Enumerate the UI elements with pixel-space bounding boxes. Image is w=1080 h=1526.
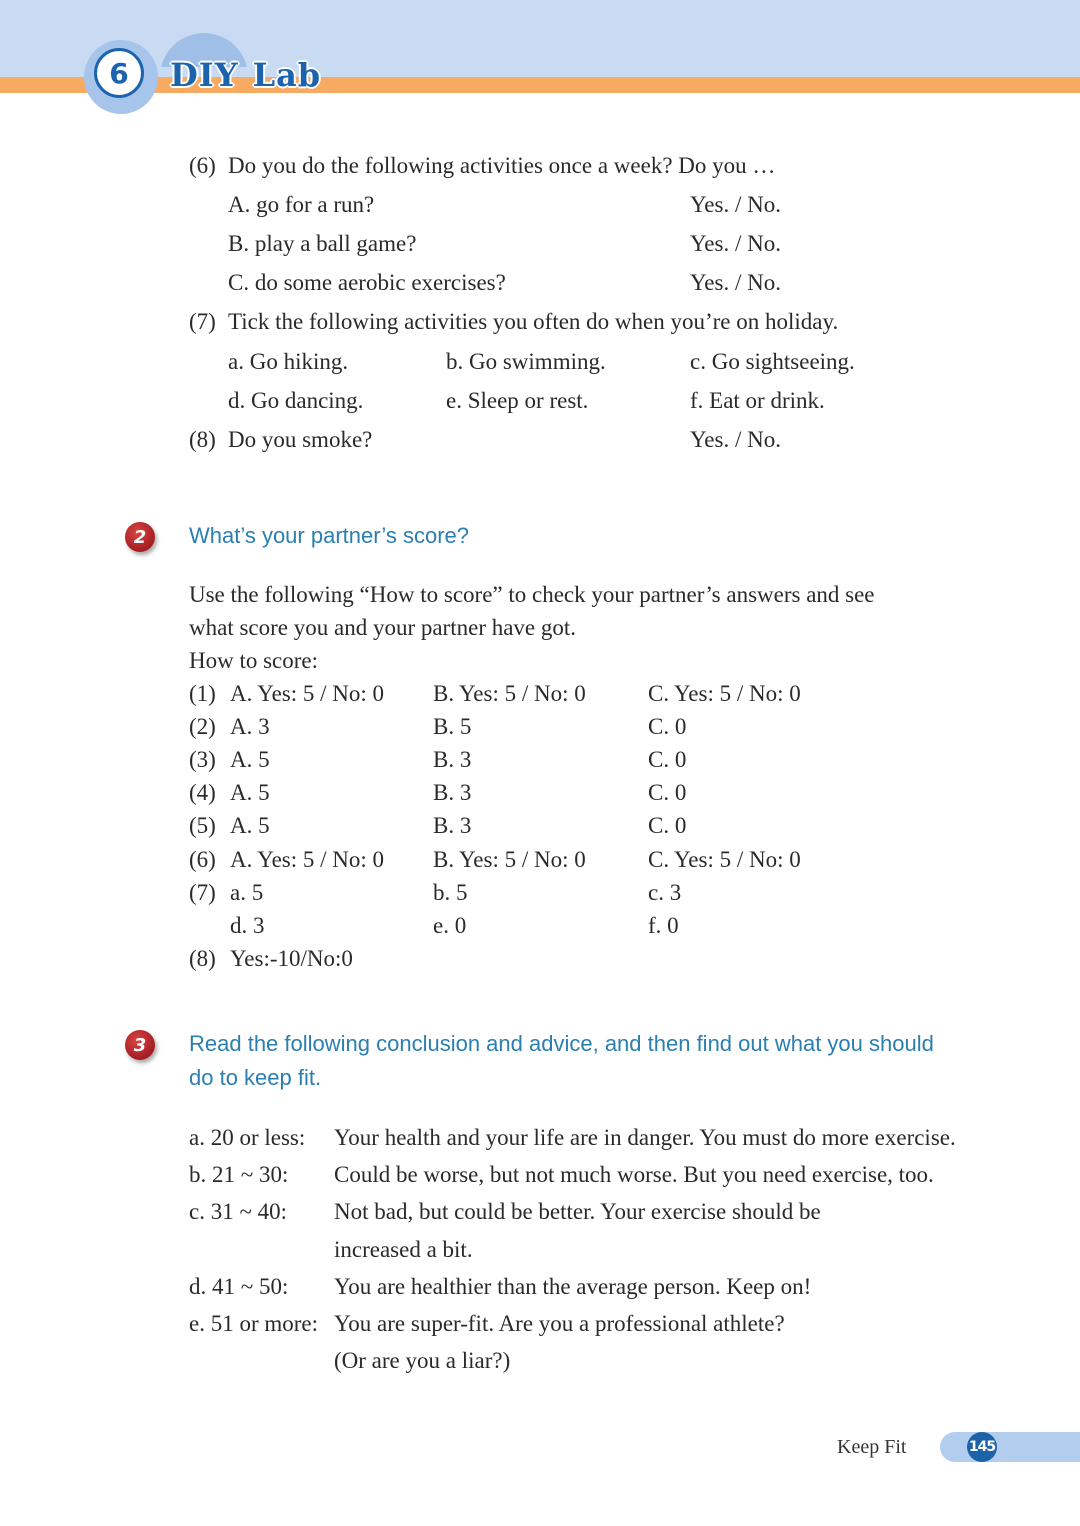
advice-text: You are super-fit. Are you a professional athlete? <box>334 1311 785 1336</box>
score-cell: B. 5 <box>433 714 472 739</box>
yes-no-answer: Yes. / No. <box>690 427 781 452</box>
page-number-badge: 145 <box>967 1432 997 1462</box>
score-cell: c. 3 <box>648 880 682 905</box>
score-cell: A. 5 <box>230 747 270 772</box>
advice-text: You are healthier than the average person. Keep on! <box>334 1274 812 1299</box>
section-number-badge: 2 <box>125 522 155 552</box>
unit-title-part1: DIY <box>170 56 239 94</box>
unit-title <box>170 56 321 94</box>
intro-text: what score you and your partner have got. <box>189 615 577 640</box>
score-cell: A. Yes: 5 / No: 0 <box>230 847 385 872</box>
intro-text: Use the following “How to score” to check your partner’s answers and see <box>189 582 875 607</box>
score-range: c. 31 ~ 40: <box>189 1199 288 1224</box>
unit-number-badge: 6 <box>94 48 144 98</box>
score-cell: A. 3 <box>230 714 270 739</box>
chapter-name: Keep Fit <box>837 1436 907 1458</box>
advice-text: Your health and your life are in danger. You must do more exercise. <box>334 1125 956 1150</box>
advice-text-continued: (Or are you a liar?) <box>334 1348 511 1373</box>
section-number-badge: 3 <box>125 1030 155 1060</box>
activity-option: b. Go swimming. <box>446 349 606 374</box>
score-row-number: (1) <box>189 681 216 706</box>
score-row-number: (6) <box>189 847 216 872</box>
score-cell: B. 3 <box>433 813 472 838</box>
question-item: C. do some aerobic exercises? <box>228 270 506 295</box>
score-range: d. 41 ~ 50: <box>189 1274 289 1299</box>
score-row-number: (4) <box>189 780 216 805</box>
score-cell: a. 5 <box>230 880 264 905</box>
score-cell: B. 3 <box>433 780 472 805</box>
advice-text-continued: increased a bit. <box>334 1237 473 1262</box>
score-range: b. 21 ~ 30: <box>189 1162 289 1187</box>
how-to-score-label: How to score: <box>189 648 319 673</box>
score-cell: e. 0 <box>433 913 467 938</box>
score-range: e. 51 or more: <box>189 1311 319 1336</box>
advice-text: Could be worse, but not much worse. But you need exercise, too. <box>334 1162 934 1187</box>
question-text: Do you smoke? <box>228 427 373 452</box>
header-orange-band <box>0 77 1080 93</box>
activity-option: e. Sleep or rest. <box>446 388 589 413</box>
score-cell: B. Yes: 5 / No: 0 <box>433 847 586 872</box>
score-cell: B. 3 <box>433 747 472 772</box>
activity-option: c. Go sightseeing. <box>690 349 855 374</box>
activity-option: f. Eat or drink. <box>690 388 825 413</box>
footer-page-bar <box>940 1432 1080 1462</box>
question-number: (7) <box>189 309 216 334</box>
score-cell: A. Yes: 5 / No: 0 <box>230 681 385 706</box>
section-title: What’s your partner’s score? <box>189 523 470 548</box>
score-cell: C. 0 <box>648 747 687 772</box>
score-cell: b. 5 <box>433 880 468 905</box>
question-text: Tick the following activities you often do when you’re on holiday. <box>228 309 839 334</box>
unit-title-part2: Lab <box>252 56 322 94</box>
yes-no-answer: Yes. / No. <box>690 270 781 295</box>
activity-option: a. Go hiking. <box>228 349 349 374</box>
activity-option: d. Go dancing. <box>228 388 364 413</box>
score-row-number: (2) <box>189 714 216 739</box>
score-cell: Yes:-10/No:0 <box>230 946 353 971</box>
score-cell: C. 0 <box>648 780 687 805</box>
question-item: B. play a ball game? <box>228 231 417 256</box>
question-number: (8) <box>189 427 216 452</box>
score-row-number: (8) <box>189 946 216 971</box>
score-cell: d. 3 <box>230 913 265 938</box>
section-title-continued: do to keep fit. <box>189 1065 322 1090</box>
question-number: (6) <box>189 153 216 178</box>
score-row-number: (5) <box>189 813 216 838</box>
section-title: Read the following conclusion and advice, and then find out what you should <box>189 1031 934 1056</box>
score-cell: C. Yes: 5 / No: 0 <box>648 847 801 872</box>
yes-no-answer: Yes. / No. <box>690 192 781 217</box>
score-cell: A. 5 <box>230 780 270 805</box>
yes-no-answer: Yes. / No. <box>690 231 781 256</box>
score-cell: f. 0 <box>648 913 679 938</box>
score-cell: C. Yes: 5 / No: 0 <box>648 681 801 706</box>
score-cell: C. 0 <box>648 714 687 739</box>
question-item: A. go for a run? <box>228 192 375 217</box>
score-cell: A. 5 <box>230 813 270 838</box>
score-cell: C. 0 <box>648 813 687 838</box>
score-row-number: (7) <box>189 880 216 905</box>
score-cell: B. Yes: 5 / No: 0 <box>433 681 586 706</box>
question-text: Do you do the following activities once a week? Do you … <box>228 153 776 178</box>
advice-text: Not bad, but could be better. Your exercise should be <box>334 1199 821 1224</box>
score-range: a. 20 or less: <box>189 1125 306 1150</box>
score-row-number: (3) <box>189 747 216 772</box>
